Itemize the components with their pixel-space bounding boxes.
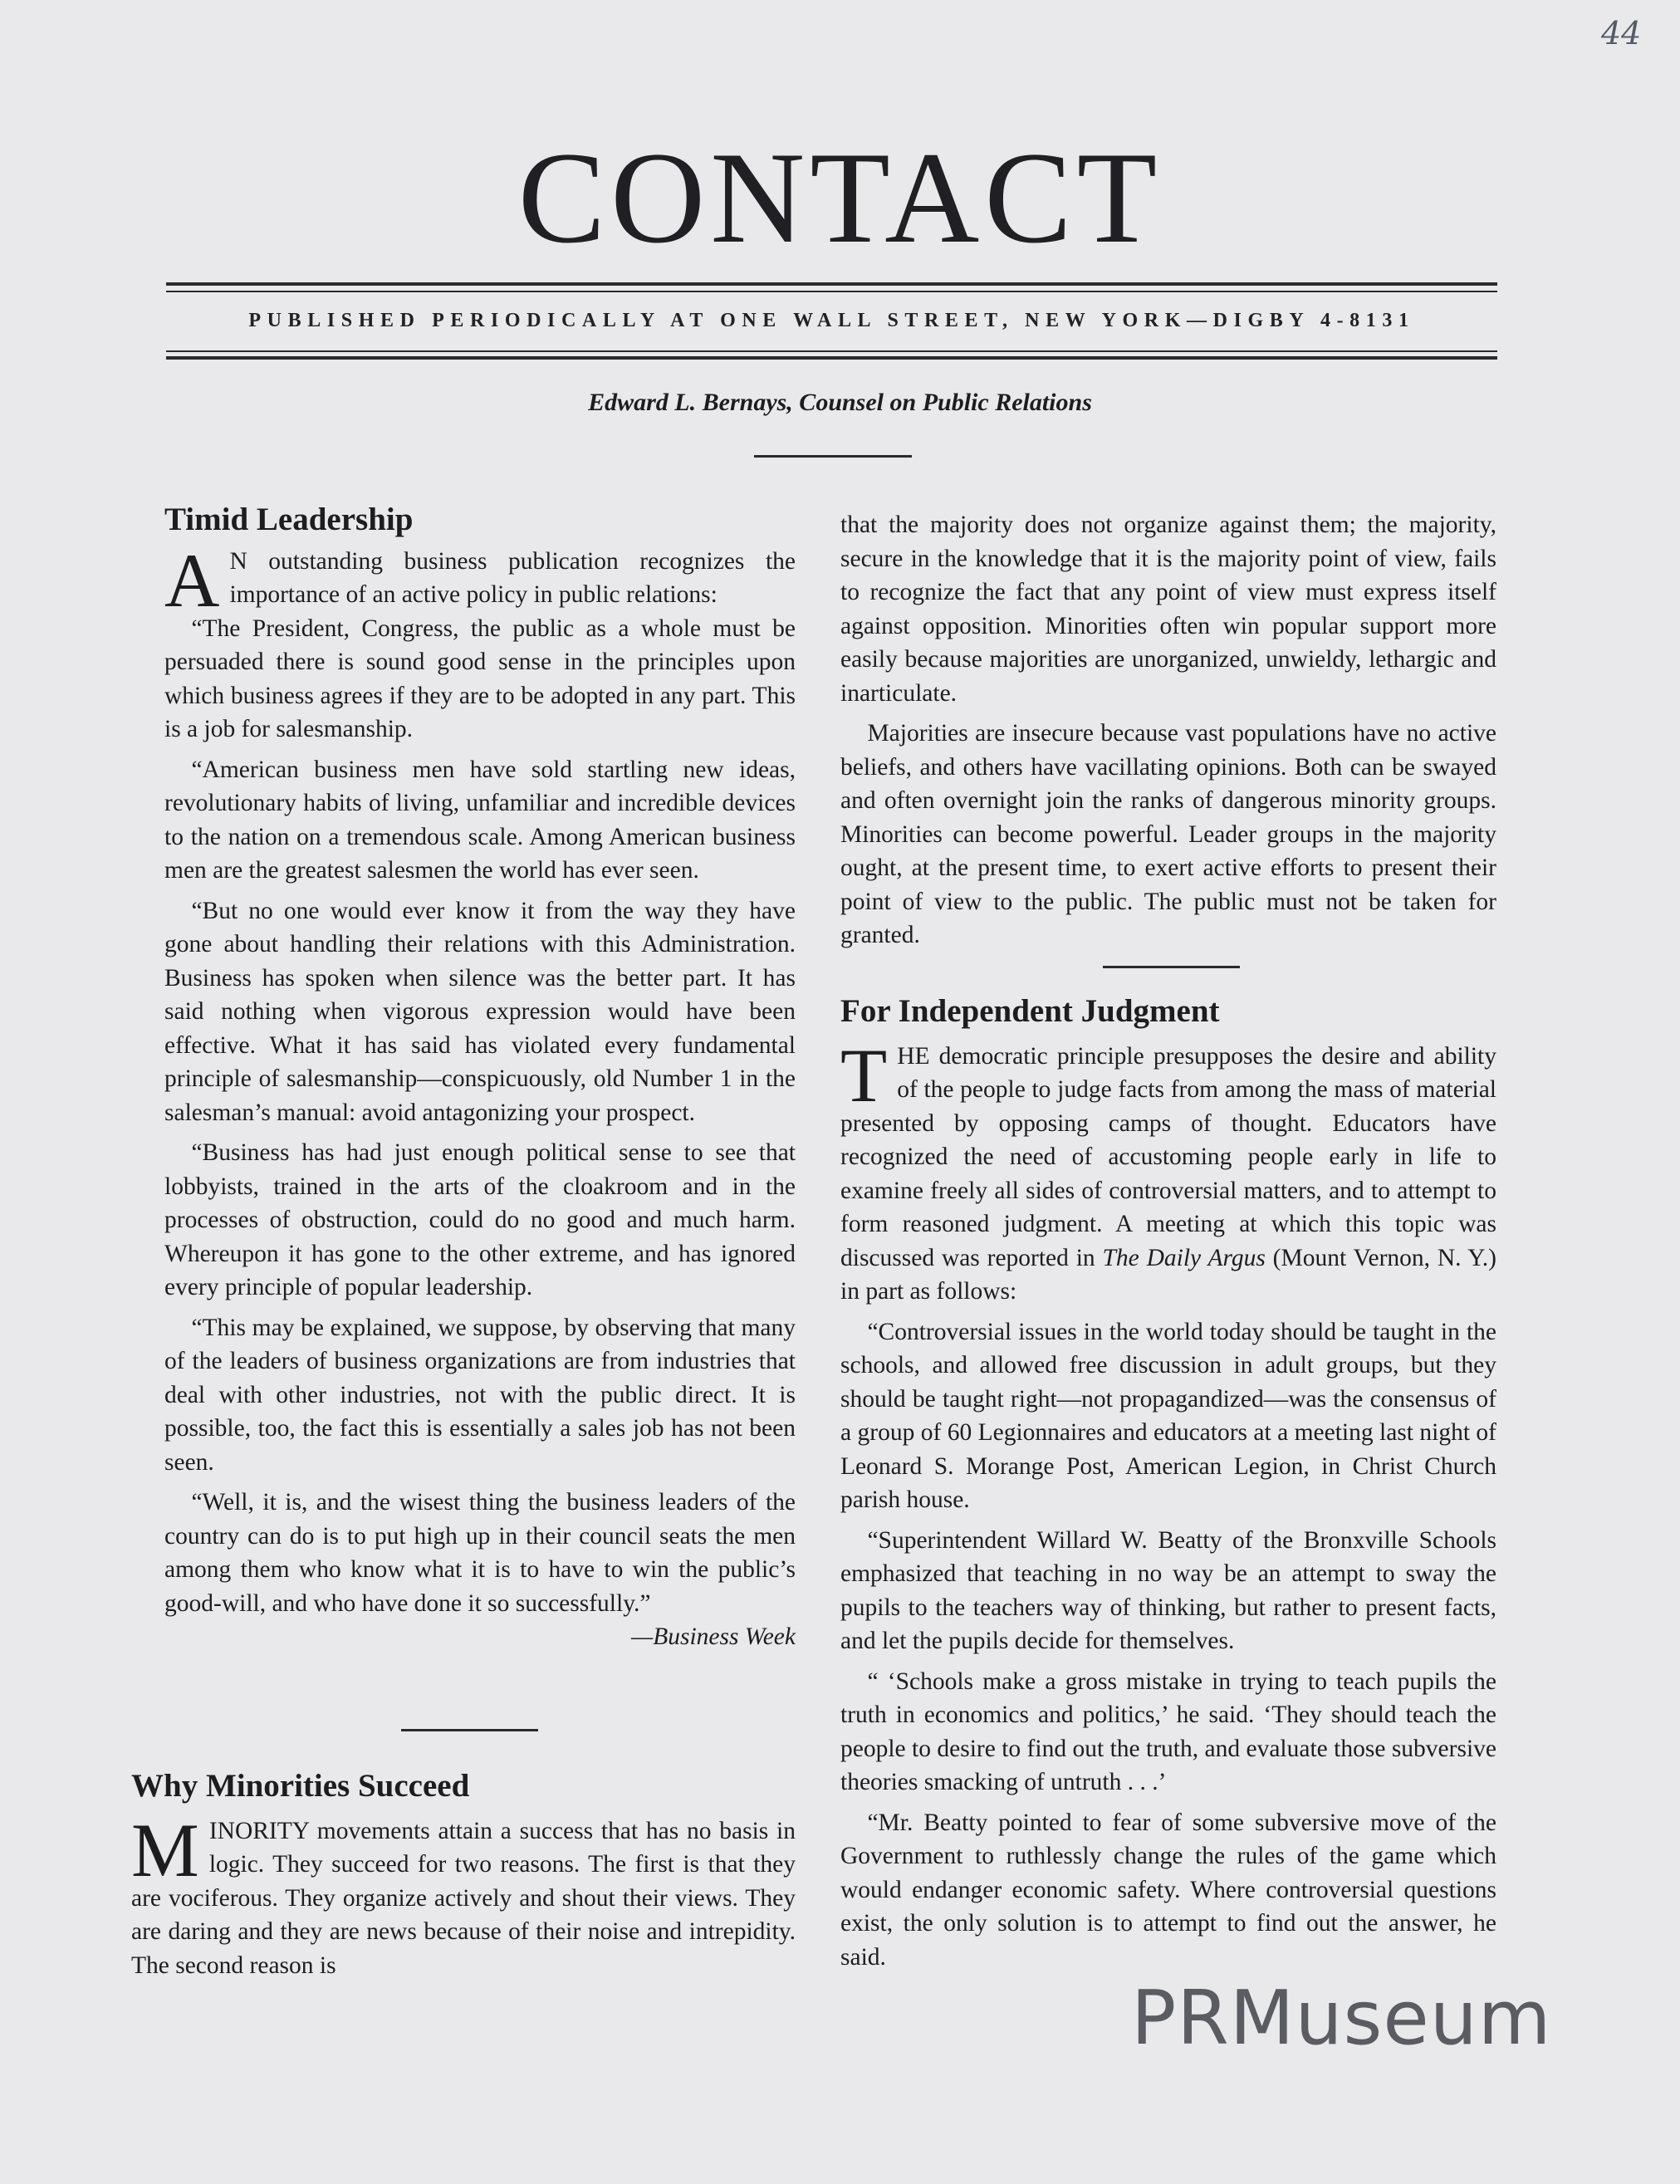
watermark: PRMuseum (1131, 1975, 1552, 2062)
article-paragraph: THE democratic principle presupposes the desire and ability of the people to judge facts from among the mass of material presented by opposing camps of thought. Educators have recognized the need of accustoming people early in life to examine freely all sides of controversial matters, and to attempt to form reasoned judgment. A meeting at which this topic was discussed was reported in The Daily Argus (Mount Vernon, N. Y.) in part as follows: (840, 1032, 1496, 1305)
tagline-top-rule-thin (166, 291, 1497, 292)
article-paragraph: “But no one would ever know it from the way they have gone about handling their relations with this Administration. Business has spoken when silence was the better part. It has said nothing when vigorous expression would have been effective. What it has said has violated every fundamental principle of salesmanship—conspicuously, old Number 1 in the salesman’s manual: avoid antagonizing your prospect. (164, 897, 796, 1126)
article-paragraph: A N outstanding business publication recognizes the importance of an active policy in public relations: (164, 537, 796, 623)
article-paragraph: “Controversial issues in the world today should be taught in the schools, and allowed free discussion in adult groups, but they should be taught right—not propagandized—was the consensus of a group of 60 Legionnaires and educators at a meeting last night of Leonard S. Morange Post, American Legion, in Christ Church parish house. (840, 1318, 1496, 1514)
masthead-tagline: PUBLISHED PERIODICALLY AT ONE WALL STREET, NEW YORK—DIGBY 4-8131 (248, 310, 1415, 331)
article-paragraph: “The President, Congress, the public as a whole must be persuaded there is sound good sense in the principles upon which business agrees if they are to be adopted in any part. This is a job for salesmanship. (164, 615, 796, 743)
article-paragraph: Majorities are insecure because vast populations have no active beliefs, and others have vacillating opinions. Both can be swayed and often overnight join the ranks of dangerous minority groups. Minorities can become powerful. Leader groups in the majority ought, at the present time, to exert active efforts to present their point of view to the public. The public must not be taken for granted. (840, 720, 1496, 948)
tagline-bottom-rule-thin (166, 350, 1497, 352)
article-source: —Business Week (630, 1623, 796, 1651)
article-paragraph: MINORITY movements attain a success that has no basis in logic. They succeed for two reasons. The first is that they are vociferous. They organize actively and shout their views. They are daring and they are news because of their noise and intrepidity. The second reason is (131, 1807, 796, 1979)
article-timid-leadership (164, 501, 796, 1651)
drop-cap: A (164, 537, 220, 623)
article-heading: For Independent Judgment (840, 993, 1220, 1029)
page-number: 44 (1601, 15, 1642, 51)
publication-title: The Daily Argus (1102, 1244, 1266, 1271)
article-paragraph: that the majority does not organize against them; the majority, secure in the knowledge that it is the majority point of view, fails to recognize the fact that any point of view must express itself against opposition. Minorities often win popular support more easily because majorities are unorganized, unwieldy, lethargic and inarticulate. (840, 512, 1496, 707)
article-why-minorities-succeed (131, 1767, 796, 1982)
left-column (131, 501, 804, 1654)
article-paragraph: “Well, it is, and the wisest thing the business leaders of the country can do is to put high up in their council seats the men among them who know what it is to have to win the public’s good-will, and who have done it so successfully.” —Business Week (164, 1486, 796, 1620)
article-paragraph: “American business men have sold startling new ideas, revolutionary habits of living, unfamiliar and incredible devices to the nation on a tremendous scale. Among American business men are the greatest salesmen the world has ever seen. (164, 756, 796, 884)
article-heading: Timid Leadership (164, 502, 414, 537)
right-column-continuation (840, 508, 1496, 952)
tagline-bottom-rule (166, 356, 1497, 360)
byline-divider (754, 455, 912, 458)
article-heading: Why Minorities Succeed (131, 1768, 470, 1804)
article-paragraph: “ ‘Schools make a gross mistake in trying to teach pupils the truth in economics and politics,’ he said. ‘They should teach the people to desire to find out the truth, and evaluate those subversive theories smacking of untruth . . .’ (840, 1667, 1496, 1796)
article-paragraph: “Business has had just enough political sense to see that lobbyists, trained in the arts of the cloakroom and in the processes of obstruction, could do no good and much harm. Whereupon it has gone to the other extreme, and has ignored every principle of popular leadership. (164, 1139, 796, 1301)
drop-cap: M (131, 1807, 199, 1893)
article-divider (1103, 966, 1240, 968)
article-paragraph: “Superintendent Willard W. Beatty of the Bronxville Schools emphasized that teaching in no way be an attempt to sway the pupils to the teachers way of thinking, but rather to present facts, and let the pupils decide for themselves. (840, 1526, 1496, 1655)
byline: Edward L. Bernays, Counsel on Public Relations (588, 389, 1092, 416)
article-for-independent-judgment (840, 992, 1496, 1974)
article-divider (401, 1729, 538, 1731)
article-paragraph: “Mr. Beatty pointed to fear of some subversive move of the Government to ruthlessly change the rules of the game which would endanger economic safety. Where controversial questions exist, the only solution is to attempt to find out the answer, he said. (840, 1809, 1496, 1971)
drop-cap: T (840, 1032, 888, 1118)
article-paragraph: “This may be explained, we suppose, by observing that many of the leaders of business organizations are from industries that deal with other industries, not with the public direct. It is possible, too, the fact this is essentially a sales job has not been seen. (164, 1314, 796, 1476)
tagline-top-rule (166, 282, 1497, 286)
masthead-title: CONTACT (517, 125, 1163, 271)
